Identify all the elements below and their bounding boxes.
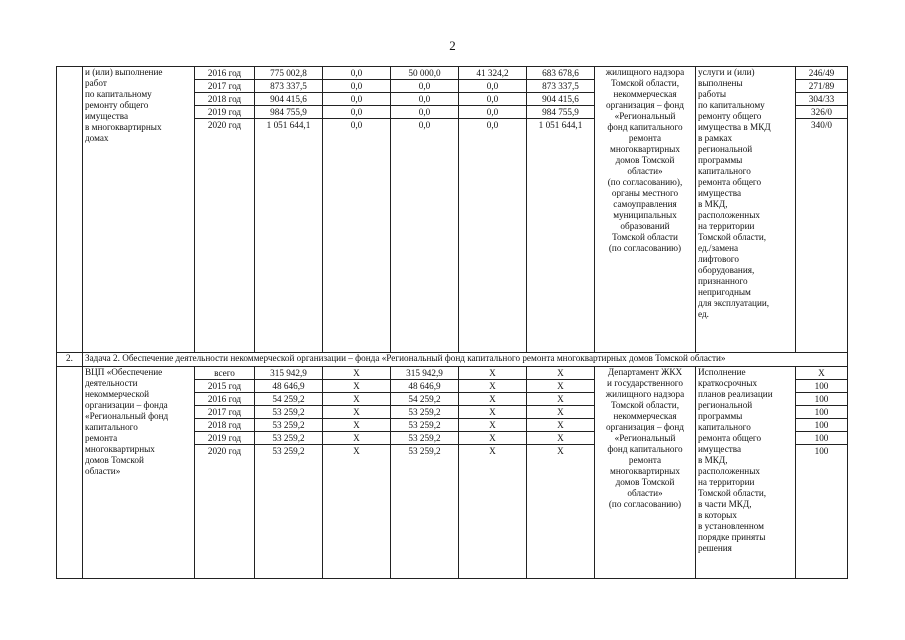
extra-budget-value: Х [527,380,594,393]
task-number: 2. [57,353,83,367]
activity-name-cell: и (или) выполнение работ по капитальному ремонту общего имущества в многоквартирных домах [83,67,195,353]
extra-budget-value: 1 051 644,1 [538,120,583,130]
indicator-value: 100 [796,419,847,432]
task-title: Задача 2. Обеспечение деятельности некоммерческой организации – фонда «Региональный фонд капитального ремонта многоквартирных домов Томской области» [83,353,848,367]
year-value: 2020 год [207,120,242,130]
federal-value: 0,0 [323,93,390,106]
indicator-value: 304/33 [796,93,847,106]
extra-budget-value: Х [527,367,594,380]
regional-value: 0,0 [418,120,431,130]
local-cell [459,67,527,353]
federal-value: Х [323,393,390,406]
federal-value: Х [323,367,390,380]
extra-budget-value: Х [527,419,594,432]
executor-cell: жилищного надзора Томской области, некоммерческая организация – фонд «Региональный фонд капитального ремонта многоквартирных домов Томской области» (по согласованию), органы местного самоуправления муниципальных образований Томской области (по согласованию) [595,67,696,353]
regional-value: 53 259,2 [408,446,441,456]
federal-value: Х [323,432,390,445]
indicator-values-cell [796,67,848,353]
extra-budget-value: 904 415,6 [527,93,594,106]
indicator-values-cell [796,367,848,579]
local-value: Х [459,419,526,432]
federal-value: 0,0 [350,120,363,130]
page-number: 2 [449,38,456,53]
year-value: 2018 год [195,419,254,432]
program-table [56,66,848,579]
regional-value: 53 259,2 [391,419,458,432]
local-cell [459,367,527,579]
extra-budget-value: 683 678,6 [527,67,594,80]
extra-budget-value: 984 755,9 [527,106,594,119]
federal-value: 0,0 [323,80,390,93]
years-cell [195,67,255,353]
regional-cell [391,67,459,353]
federal-cell [323,67,391,353]
federal-cell [323,367,391,579]
regional-value: 0,0 [391,93,458,106]
regional-value: 53 259,2 [391,432,458,445]
indicator-value: 100 [796,406,847,419]
year-value: 2018 год [195,93,254,106]
local-value: Х [489,446,496,456]
indicator-value: 100 [796,432,847,445]
extra-budget-value: Х [527,393,594,406]
federal-value: Х [353,446,360,456]
total-value: 315 942,9 [255,367,322,380]
federal-value: 0,0 [323,67,390,80]
year-value: 2016 год [195,393,254,406]
extra-budget-cell [527,367,595,579]
total-value: 775 002,8 [255,67,322,80]
indicator-value: Х [796,367,847,380]
total-value: 53 259,2 [272,446,305,456]
local-value: 0,0 [459,80,526,93]
indicator-value: 246/49 [796,67,847,80]
table-row [57,367,848,579]
indicator-value: 271/89 [796,80,847,93]
year-value: 2019 год [195,432,254,445]
regional-value: 53 259,2 [391,406,458,419]
year-value: 2017 год [195,80,254,93]
extra-budget-value: Х [527,406,594,419]
indicator-value: 100 [796,393,847,406]
row-number-cell [57,367,83,579]
total-value: 53 259,2 [255,419,322,432]
years-cell [195,367,255,579]
total-value: 1 051 644,1 [266,120,311,130]
federal-value: Х [323,419,390,432]
total-value: 48 646,9 [255,380,322,393]
extra-budget-value: Х [527,432,594,445]
total-value: 873 337,5 [255,80,322,93]
local-value: Х [459,432,526,445]
local-value: Х [459,380,526,393]
extra-budget-value: 873 337,5 [527,80,594,93]
year-value: 2020 год [207,446,242,456]
table-row [57,67,848,353]
year-value: 2015 год [195,380,254,393]
indicator-cell: услуги и (или) выполнены работы по капитальному ремонту общего имущества в МКД в рамках региональной программы капитального ремонта общего имущества в МКД, расположенных на территории Томской области, ед./замена лифтового оборудования, признанного непригодным для эксплуатации, ед. [696,67,796,353]
activity-name-cell: ВЦП «Обеспечение деятельности некоммерческой организации – фонда «Региональный фонд капитального ремонта многоквартирных домов Томской области» [83,367,195,579]
regional-value: 0,0 [391,80,458,93]
total-value: 53 259,2 [255,432,322,445]
regional-value: 50 000,0 [391,67,458,80]
task-row [57,353,848,367]
total-cell [255,67,323,353]
regional-cell [391,367,459,579]
extra-budget-value: Х [557,446,564,456]
local-value: Х [459,367,526,380]
year-value: 2017 год [195,406,254,419]
year-value: 2019 год [195,106,254,119]
total-value: 984 755,9 [255,106,322,119]
local-value: 41 324,2 [459,67,526,80]
local-value: 0,0 [459,93,526,106]
local-value: Х [459,406,526,419]
executor-cell: Департамент ЖКХ и государственного жилищного надзора Томской области, некоммерческая организация – фонд «Региональный фонд капитального ремонта многоквартирных домов Томской области» (по согласованию) [595,367,696,579]
local-value: 0,0 [459,106,526,119]
indicator-value: 100 [814,446,829,456]
row-number-cell [57,67,83,353]
total-value: 904 415,6 [255,93,322,106]
indicator-value: 340/0 [811,120,832,130]
federal-value: Х [323,406,390,419]
extra-budget-cell [527,67,595,353]
local-value: Х [459,393,526,406]
total-value: 53 259,2 [255,406,322,419]
total-value: 54 259,2 [255,393,322,406]
regional-value: 315 942,9 [391,367,458,380]
total-cell [255,367,323,579]
federal-value: 0,0 [323,106,390,119]
indicator-value: 326/0 [796,106,847,119]
indicator-value: 100 [796,380,847,393]
year-value: 2016 год [195,67,254,80]
indicator-cell: Исполнение краткосрочных планов реализации региональной программы капитального ремонта общего имущества в МКД, расположенных на территории Томской области, в части МКД, в которых в установленном порядке приняты решения [696,367,796,579]
regional-value: 0,0 [391,106,458,119]
regional-value: 54 259,2 [391,393,458,406]
local-value: 0,0 [486,120,499,130]
regional-value: 48 646,9 [391,380,458,393]
year-value: всего [195,367,254,380]
federal-value: Х [323,380,390,393]
